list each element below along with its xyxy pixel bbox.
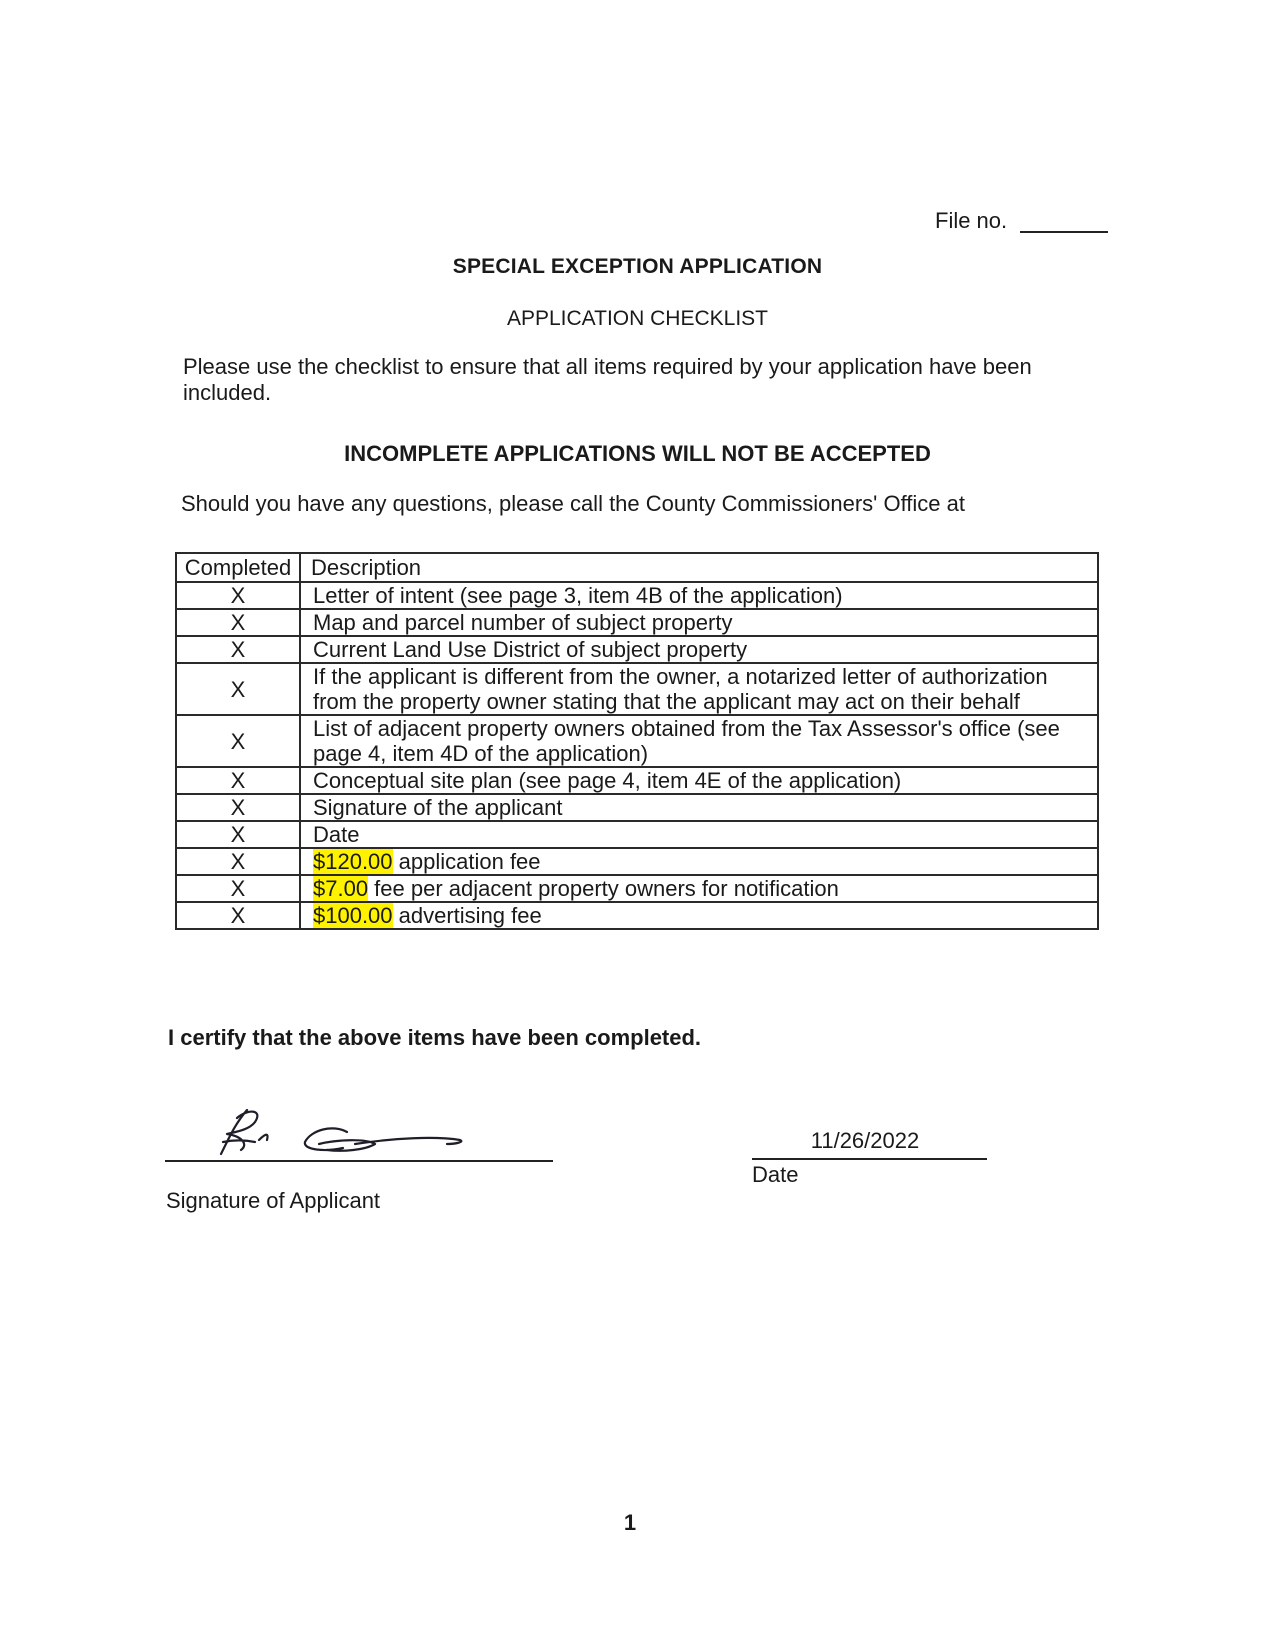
document-title: SPECIAL EXCEPTION APPLICATION [452, 255, 823, 278]
table-row [176, 636, 1098, 663]
contact-paragraph: Should you have any questions, please call the County Commissioners' Office at [181, 491, 965, 516]
table-row [176, 794, 1098, 821]
checklist-rows [176, 582, 1098, 929]
description-text: Conceptual site plan (see page 4, item 4E of the application) [313, 768, 902, 793]
applicant-signature [215, 1100, 485, 1160]
item-description [300, 848, 1098, 875]
completed-mark: X [176, 582, 300, 609]
table-row [176, 609, 1098, 636]
date-label: Date [752, 1162, 799, 1187]
column-header-completed: Completed [176, 553, 300, 582]
completed-mark: X [176, 902, 300, 929]
item-description [300, 902, 1098, 929]
item-description [300, 582, 1098, 609]
item-description [300, 636, 1098, 663]
file-number-blank [1020, 231, 1108, 233]
item-description [300, 609, 1098, 636]
table-row [176, 875, 1098, 902]
document-subtitle: APPLICATION CHECKLIST [506, 307, 768, 330]
fee-amount: $100.00 [313, 903, 393, 928]
item-description [300, 821, 1098, 848]
certification-statement: I certify that the above items have been completed. [168, 1025, 702, 1050]
description-text: application fee [392, 849, 541, 874]
completed-mark: X [176, 609, 300, 636]
description-text: List of adjacent property owners obtained from the Tax Assessor's office (see page 4, item 4D of the application) [313, 716, 1060, 766]
signature-line [165, 1160, 553, 1162]
date-value: 11/26/2022 [810, 1128, 920, 1153]
fee-amount: $7.00 [313, 876, 369, 901]
column-header-description: Description [300, 553, 1098, 582]
table-row [176, 715, 1098, 767]
description-text: If the applicant is different from the owner, a notarized letter of authorization from the property owner stating that the applicant may act on their behalf [313, 664, 1048, 714]
completed-mark: X [176, 767, 300, 794]
completed-mark: X [176, 663, 300, 715]
completed-mark: X [176, 848, 300, 875]
instructions-paragraph: Please use the checklist to ensure that all items required by your application have been included. [183, 354, 1032, 405]
item-description [300, 794, 1098, 821]
table-header-row [176, 553, 1098, 582]
item-description [300, 663, 1098, 715]
description-text: Current Land Use District of subject property [313, 637, 748, 662]
table-row [176, 902, 1098, 929]
file-number-label: File no. [935, 208, 1008, 233]
description-text: Letter of intent (see page 3, item 4B of the application) [313, 583, 843, 608]
table-row [176, 663, 1098, 715]
item-description [300, 715, 1098, 767]
table-row [176, 848, 1098, 875]
page-number: 1 [623, 1510, 637, 1535]
description-text: Signature of the applicant [313, 795, 563, 820]
description-text: fee per adjacent property owners for notification [368, 876, 839, 901]
description-text: advertising fee [392, 903, 542, 928]
application-checklist-table [175, 552, 1099, 930]
item-description [300, 875, 1098, 902]
table-row [176, 582, 1098, 609]
completed-mark: X [176, 794, 300, 821]
table-row [176, 767, 1098, 794]
fee-amount: $120.00 [313, 849, 393, 874]
description-text: Date [313, 822, 360, 847]
completed-mark: X [176, 636, 300, 663]
completed-mark: X [176, 715, 300, 767]
table-row [176, 821, 1098, 848]
description-text: Map and parcel number of subject property [313, 610, 733, 635]
signature-label: Signature of Applicant [166, 1188, 381, 1213]
item-description [300, 767, 1098, 794]
date-line [752, 1158, 987, 1160]
incomplete-warning: INCOMPLETE APPLICATIONS WILL NOT BE ACCEPTED [344, 441, 931, 466]
completed-mark: X [176, 875, 300, 902]
completed-mark: X [176, 821, 300, 848]
